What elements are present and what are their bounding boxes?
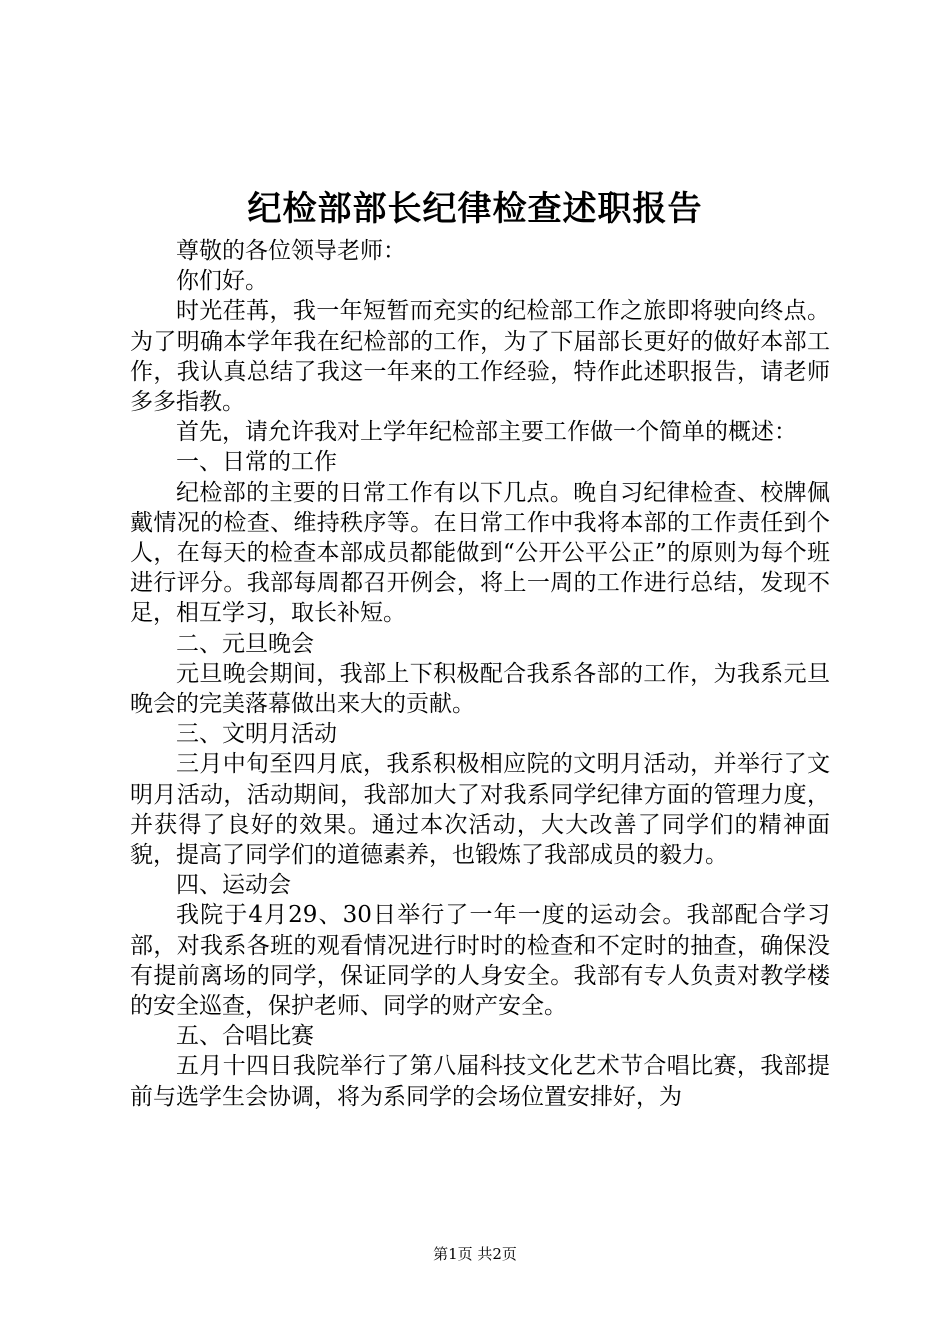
section-heading-civility-month: 三、文明月活动 bbox=[176, 721, 337, 748]
page-number-footer: 第1页 共2页 bbox=[433, 1245, 517, 1263]
section-heading-sports-meet: 四、运动会 bbox=[176, 872, 291, 899]
new-year-gala-paragraph: 元旦晚会期间，我部上下积极配合我系各部的工作，为我系元旦晚会的完美落幕做出来大的贡献。 bbox=[130, 660, 830, 718]
choir-contest-paragraph: 五月十四日我院举行了第八届科技文化艺术节合唱比赛，我部提前与选学生会协调，将为系同学的会场位置安排好，为 bbox=[130, 1053, 830, 1110]
greeting: 你们好。 bbox=[176, 268, 268, 295]
section-heading-choir-contest: 五、合唱比赛 bbox=[176, 1023, 314, 1050]
intro-paragraph: 时光荏苒，我一年短暂而充实的纪检部工作之旅即将驶向终点。为了明确本学年我在纪检部的工作，为了下届部长更好的做好本部工作，我认真总结了我这一年来的工作经验，特作此述职报告，请老师多多指教。 bbox=[130, 298, 830, 416]
section-heading-daily-work: 一、日常的工作 bbox=[176, 449, 337, 476]
section-heading-new-year-gala: 二、元旦晚会 bbox=[176, 630, 314, 657]
document-body bbox=[130, 236, 830, 1112]
daily-work-paragraph: 纪检部的主要的日常工作有以下几点。晚自习纪律检查、校牌佩戴情况的检查、维持秩序等。在日常工作中我将本部的工作责任到个人，在每天的检查本部成员都能做到“公开公平公正”的原则为每个班进行评分。我部每周都召开例会，将上一周的工作进行总结，发现不足，相互学习，取长补短。 bbox=[130, 479, 830, 627]
salutation: 尊敬的各位领导老师： bbox=[176, 238, 406, 264]
sports-meet-paragraph: 我院于4月29、30日举行了一年一度的运动会。我部配合学习部，对我系各班的观看情况进行时时的检查和不定时的抽查，确保没有提前离场的同学，保证同学的人身安全。我部有专人负责对教学楼的安全巡查，保护老师、同学的财产安全。 bbox=[130, 902, 830, 1020]
civility-month-paragraph: 三月中旬至四月底，我系积极相应院的文明月活动，并举行了文明月活动，活动期间，我部加大了对我系同学纪律方面的管理力度，并获得了良好的效果。通过本次活动，大大改善了同学们的精神面貌，提高了同学们的道德素养，也锻炼了我部成员的毅力。 bbox=[130, 751, 830, 869]
document-title: 纪检部部长纪律检查述职报告 bbox=[247, 189, 703, 229]
overview-paragraph: 首先，请允许我对上学年纪检部主要工作做一个简单的概述： bbox=[176, 419, 797, 446]
